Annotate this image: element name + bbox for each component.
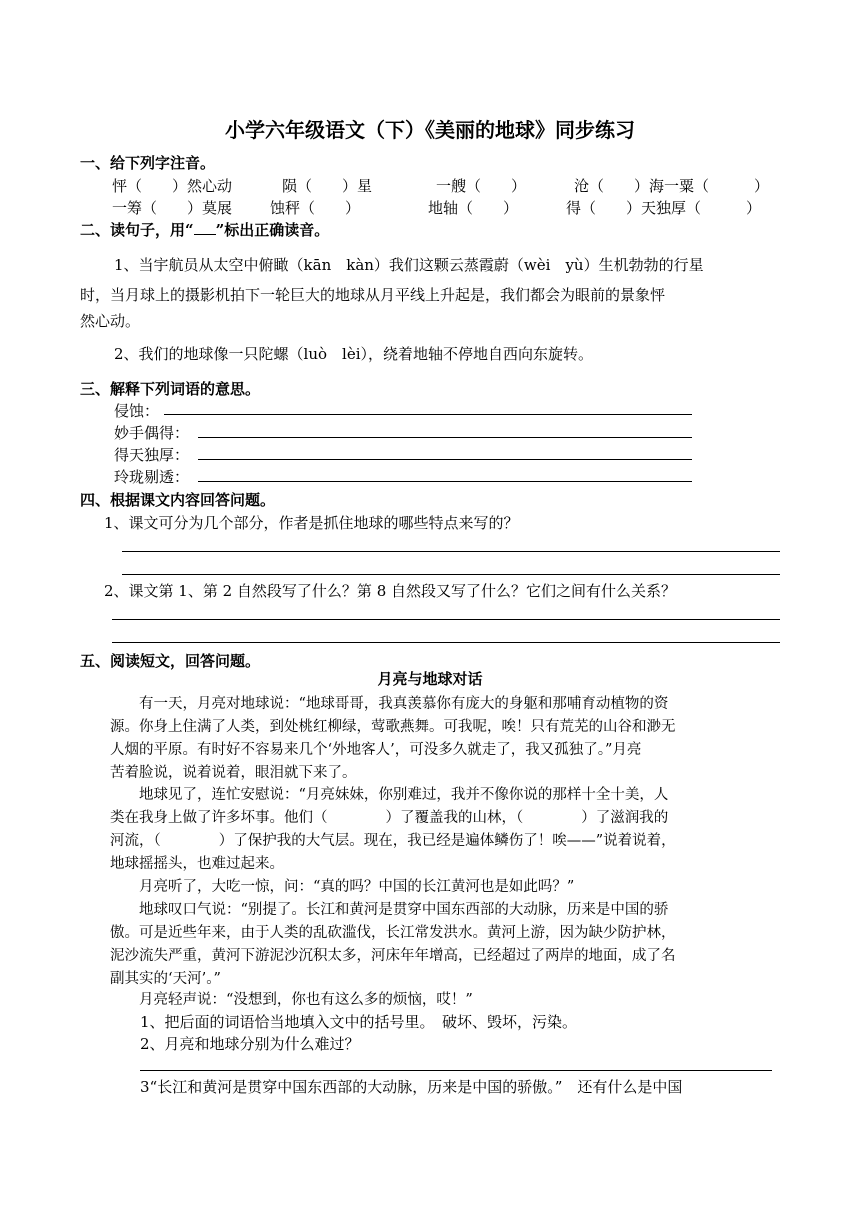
pinyin-item: 一艘（ ） (436, 177, 527, 195)
pinyin-item: 蚀秤（ ） (270, 199, 361, 217)
section-3-heading: 三、解释下列词语的意思。 (80, 380, 261, 398)
passage-line: 地球摇摇头，也难过起来。 (110, 856, 284, 872)
answer-line (112, 642, 780, 643)
passage-line: 月亮听了，大吃一惊，问：“真的吗？中国的长江黄河也是如此吗？” (110, 879, 575, 895)
passage-line: 有一天，月亮对地球说：“地球哥哥，我真羡慕你有庞大的身躯和那哺育动植物的资 (110, 696, 669, 712)
underline-mark (194, 222, 216, 235)
sentence-1-line-2: 时，当月球上的摄影机拍下一轮巨大的地球从月平线上升起是，我们都会为眼前的景象怦 (80, 286, 666, 304)
sentence-2: 2、我们的地球像一只陀螺（luò lèi），绕着地轴不停地自西向东旋转。 (114, 345, 594, 363)
answer-line (122, 551, 780, 552)
answer-line (198, 481, 692, 482)
passage-line: 月亮轻声说：“没想到，你也有这么多的烦恼，哎！” (110, 992, 473, 1008)
page-title: 小学六年级语文（下）《美丽的地球》同步练习 (225, 118, 635, 142)
term-label: 得天独厚： (114, 446, 190, 464)
sentence-1-line-3: 然心动。 (80, 312, 141, 330)
sentence-1-line-1: 1、当宇航员从太空中俯瞰（kān kàn）我们这颗云蒸霞蔚（wèi yù）生机勃勃的行星 (114, 256, 704, 274)
passage-line: 源。你身上住满了人类，到处桃红柳绿，莺歌燕舞。可我呢，唉！只有荒芜的山谷和渺无 (110, 719, 676, 735)
section-5-heading: 五、阅读短文，回答问题。 (80, 652, 261, 670)
answer-line (122, 574, 780, 575)
passage-line: 苦着脸说，说着说着，眼泪就下来了。 (110, 765, 357, 781)
answer-line (198, 437, 692, 438)
section-2-heading-b: ”标出正确读音。 (215, 221, 330, 239)
term-label: 玲珑剔透： (114, 468, 190, 486)
pinyin-item: 一筹（ ）莫展 (112, 199, 233, 217)
passage-question-3: 3“长江和黄河是贯穿中国东西部的大动脉，历来是中国的骄傲。” 还有什么是中国 (140, 1078, 683, 1096)
passage-line: 傲。可是近些年来，由于人类的乱砍滥伐，长江常发洪水。黄河上游，因为缺少防护林， (110, 925, 676, 941)
pinyin-item: 陨（ ）星 (282, 177, 373, 195)
section-2-heading (80, 219, 329, 240)
passage-title: 月亮与地球对话 (377, 670, 483, 688)
passage-line: 地球叹口气说：“别提了。长江和黄河是贯穿中国东西部的大动脉，历来是中国的骄 (110, 902, 669, 918)
section-4-heading: 四、根据课文内容回答问题。 (80, 491, 276, 509)
passage-line: 泥沙流失严重，黄河下游泥沙沉积太多，河床年年增高，已经超过了两岸的地面，成了名 (110, 948, 676, 964)
section-1-heading: 一、给下列字注音。 (80, 154, 216, 172)
question-1: 1、课文可分为几个部分，作者是抓住地球的哪些特点来写的？ (104, 514, 519, 532)
answer-line (198, 459, 692, 460)
passage-line: 副其实的‘天河’。” (110, 971, 221, 987)
answer-line (164, 414, 692, 415)
section-2-heading-a: 二、读句子，用“ (80, 221, 194, 239)
pinyin-item: 得（ ）天独厚（ ） (566, 199, 762, 217)
pinyin-item: 怦（ ）然心动 (112, 177, 233, 195)
passage-line: 地球见了，连忙安慰说：“月亮妹妹，你别难过，我并不像你说的那样十全十美，人 (110, 787, 669, 803)
passage-line: 河流，（ ）了保护我的大气层。现在，我已经是遍体鳞伤了！唉——”说着说着， (110, 833, 676, 849)
pinyin-item: 地轴（ ） (428, 199, 519, 217)
answer-line (112, 619, 780, 620)
pinyin-item: 沧（ ）海一粟（ ） (574, 177, 770, 195)
answer-line (140, 1070, 772, 1071)
passage-line: 人烟的平原。有时好不容易来几个‘外地客人’，可没多久就走了，我又孤独了。”月亮 (110, 742, 642, 758)
passage-line: 类在我身上做了许多坏事。他们（ ）了覆盖我的山林，（ ）了滋润我的 (110, 810, 669, 826)
passage-question-2: 2、月亮和地球分别为什么难过？ (140, 1035, 360, 1053)
term-label: 侵蚀： (114, 402, 160, 420)
term-label: 妙手偶得： (114, 424, 190, 442)
question-2: 2、课文第 1、第 2 自然段写了什么？第 8 自然段又写了什么？它们之间有什么关系？ (104, 582, 677, 600)
passage-question-1: 1、把后面的词语恰当地填入文中的括号里。 破坏、毁坏，污染。 (140, 1013, 578, 1031)
